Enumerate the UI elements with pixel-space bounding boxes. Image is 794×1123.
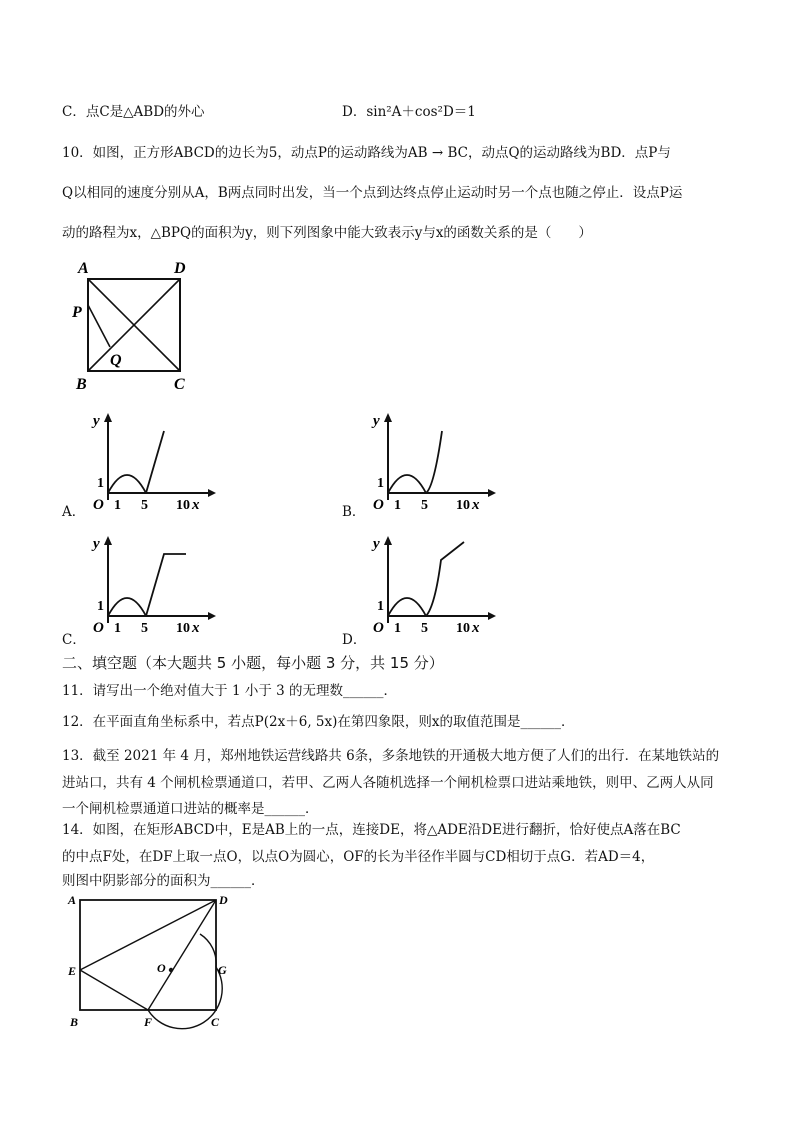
q10-option-c-letter: C．: [62, 632, 86, 648]
q10-square-figure: [70, 255, 210, 395]
q10-option-d-letter: D．: [342, 632, 367, 648]
graph-c-o: O: [93, 620, 104, 636]
q10-option-c-graph: [88, 528, 218, 638]
q13-line-1: 13．截至 2021 年 4 月，郑州地铁运营线路共 6条，多条地铁的开通极大地方便了人们的出行．在某地铁站的: [62, 748, 720, 764]
graph-c-x: x: [192, 620, 200, 636]
fig10-label-p: P: [72, 304, 82, 321]
fig10-label-b: B: [76, 376, 87, 393]
graph-d-ten: 10: [456, 621, 470, 636]
graph-b-x: x: [472, 497, 480, 513]
q14-line-1: 14．如图，在矩形ABCD中，E是AB上的一点，连接DE，将△ADE沿DE进行翻折，恰好使点A落在BC: [62, 822, 681, 838]
graph-b-y: y: [373, 413, 380, 429]
q10-line-2: Q以相同的速度分别从A，B两点同时出发，当一个点到达终点停止运动时另一个点也随之停止．设点P运: [62, 185, 683, 201]
graph-b-ten: 10: [456, 498, 470, 513]
fig10-label-a: A: [78, 260, 89, 277]
graph-d-x: x: [472, 620, 480, 636]
q10-line-1: 10．如图，正方形ABCD的边长为5，动点P的运动路线为AB → BC，动点Q的运动路线为BD．点P与: [62, 145, 671, 161]
fig14-label-c: C: [211, 1015, 220, 1029]
graph-a-o: O: [93, 497, 104, 513]
graph-a-one-x: 1: [114, 498, 121, 513]
graph-a-ten: 10: [176, 498, 190, 513]
q14-line-3: 则图中阴影部分的面积为______．: [62, 873, 265, 889]
q9-option-c: C．点C是△ABD的外心: [62, 104, 205, 120]
q10-option-a-graph: [88, 405, 218, 515]
q10-option-a-letter: A．: [62, 504, 86, 520]
graph-b-one-x: 1: [394, 498, 401, 513]
graph-d-one-y: 1: [377, 599, 384, 614]
graph-a-one-y: 1: [97, 476, 104, 491]
fig14-label-d: D: [219, 893, 228, 907]
fig10-label-q: Q: [110, 352, 122, 369]
graph-c-five: 5: [141, 621, 148, 636]
graph-a-five: 5: [141, 498, 148, 513]
q10-line-3: 动的路程为x，△BPQ的面积为y，则下列图象中能大致表示y与x的函数关系的是（ ）: [62, 225, 592, 241]
graph-d-y: y: [373, 536, 380, 552]
graph-c-y: y: [93, 536, 100, 552]
fig14-label-o: O: [157, 961, 166, 975]
graph-b-one-y: 1: [377, 476, 384, 491]
section-2-title: 二、填空题（本大题共 5 小题，每小题 3 分，共 15 分）: [62, 654, 444, 672]
graph-b-o: O: [373, 497, 384, 513]
q13-line-2: 进站口，共有 4 个闸机检票通道口，若甲、乙两人各随机选择一个闸机检票口进站乘地铁，则甲、乙两人从同: [62, 775, 714, 791]
fig14-label-b: B: [70, 1015, 79, 1029]
q10-option-d-graph: [368, 528, 498, 638]
q12-text: 12．在平面直角坐标系中，若点P(2x＋6, 5x)在第四象限，则x的取值范围是______．: [62, 714, 575, 730]
graph-c-one-x: 1: [114, 621, 121, 636]
graph-a-x: x: [192, 497, 200, 513]
q10-option-b-letter: B．: [342, 504, 366, 520]
fig14-label-a: A: [68, 893, 77, 907]
fig14-label-g: G: [218, 963, 227, 977]
graph-d-o: O: [373, 620, 384, 636]
q11-text: 11．请写出一个绝对值大于 1 小于 3 的无理数______．: [62, 683, 398, 699]
q10-option-b-graph: [368, 405, 498, 515]
graph-a-y: y: [93, 413, 100, 429]
fig10-label-d: D: [174, 260, 186, 277]
graph-c-one-y: 1: [97, 599, 104, 614]
graph-d-five: 5: [421, 621, 428, 636]
fig14-label-f: F: [144, 1015, 153, 1029]
q13-line-3: 一个闸机检票通道口进站的概率是______．: [62, 801, 319, 817]
q9-option-d: D．sin²A＋cos²D＝1: [342, 104, 476, 120]
q14-rectangle-figure: [65, 890, 235, 1030]
graph-c-ten: 10: [176, 621, 190, 636]
fig10-label-c: C: [174, 376, 185, 393]
fig14-label-e: E: [68, 964, 77, 978]
graph-b-five: 5: [421, 498, 428, 513]
graph-d-one-x: 1: [394, 621, 401, 636]
q14-line-2: 的中点F处，在DF上取一点O，以点O为圆心，OF的长为半径作半圆与CD相切于点G．若AD＝4，: [62, 849, 655, 865]
